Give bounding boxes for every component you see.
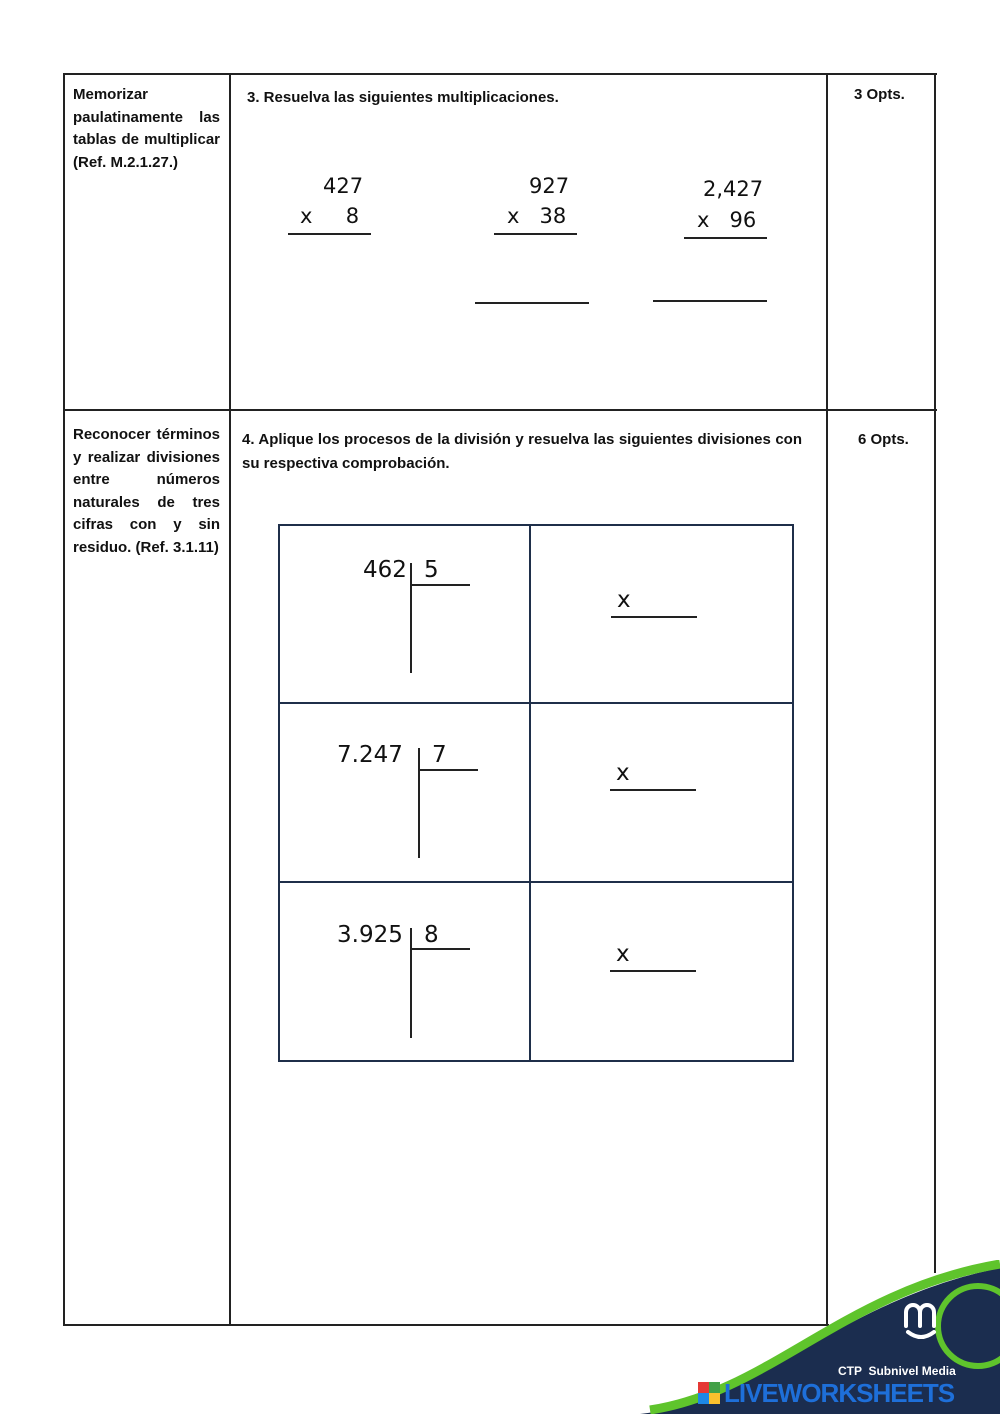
objective-row-2 [73, 424, 220, 559]
division-2-divisor: 7 [432, 742, 447, 768]
division-grid-row-line-1 [278, 702, 794, 704]
division-2-bracket-horizontal [418, 769, 478, 771]
division-grid [278, 524, 794, 1062]
division-2-check-line [610, 789, 696, 791]
division-1-bracket-horizontal [410, 584, 470, 586]
multiplication-2-answer-line [475, 302, 589, 304]
question-4-title: 4. Aplique los procesos de la división y resuelva las siguientes divisiones con su respectiva comprobación. [242, 431, 802, 472]
multiplication-2-top: 927 [529, 174, 570, 198]
multiplication-2-bottom: x 38 [507, 204, 567, 228]
footer-brand: LIVEWORKSHEETS [724, 1378, 955, 1408]
table-col2-divider [826, 73, 828, 1326]
division-1-bracket-vertical [410, 563, 412, 673]
division-3-dividend: 3.925 [337, 922, 403, 948]
objective-text: Reconocer términos y realizar divisiones entre números naturales de tres cifras con y sin residuo. (Ref. 3.1.11) [73, 426, 220, 556]
multiplication-3-answer-line [653, 300, 767, 302]
table-left-border [63, 73, 65, 1326]
table-col1-divider [229, 73, 231, 1326]
multiplication-3-underline [684, 237, 767, 239]
multiplication-3-top: 2,427 [703, 177, 764, 201]
footer-school-name: CTP Subnivel Media [838, 1364, 956, 1378]
multiplication-3-bottom: x 96 [697, 208, 757, 232]
multiplication-1-bottom: x 8 [300, 204, 360, 228]
question-3-title: 3. Resuelva las siguientes multiplicaciones. [247, 89, 559, 106]
division-1-dividend: 462 [363, 557, 407, 583]
division-1-check-line [611, 616, 697, 618]
division-2-dividend: 7.247 [337, 742, 403, 768]
multiplication-1-top: 427 [323, 174, 364, 198]
liveworksheets-logo-icon [698, 1382, 720, 1404]
division-2-bracket-vertical [418, 748, 420, 858]
table-row-divider [64, 409, 937, 411]
multiplication-2-underline [494, 233, 577, 235]
division-grid-vertical [529, 524, 531, 1062]
objective-text: Memorizar paulatinamente las tablas de multiplicar (Ref. M.2.1.27.) [73, 86, 220, 171]
division-3-check-line [610, 970, 696, 972]
table-top-border [64, 73, 937, 75]
division-3-check-x: x [616, 941, 630, 967]
division-3-bracket-horizontal [410, 948, 470, 950]
division-grid-row-line-2 [278, 881, 794, 883]
points-row-1: 3 Opts. [854, 86, 905, 103]
points-row-2: 6 Opts. [858, 431, 909, 448]
division-3-bracket-vertical [410, 928, 412, 1038]
multiplication-1-underline [288, 233, 371, 235]
division-1-check-x: x [617, 587, 631, 613]
division-3-divisor: 8 [424, 922, 439, 948]
table-right-border [934, 73, 936, 1273]
school-logo-icon [898, 1298, 944, 1344]
division-2-check-x: x [616, 760, 630, 786]
objective-row-1 [73, 84, 220, 174]
division-1-divisor: 5 [424, 557, 439, 583]
